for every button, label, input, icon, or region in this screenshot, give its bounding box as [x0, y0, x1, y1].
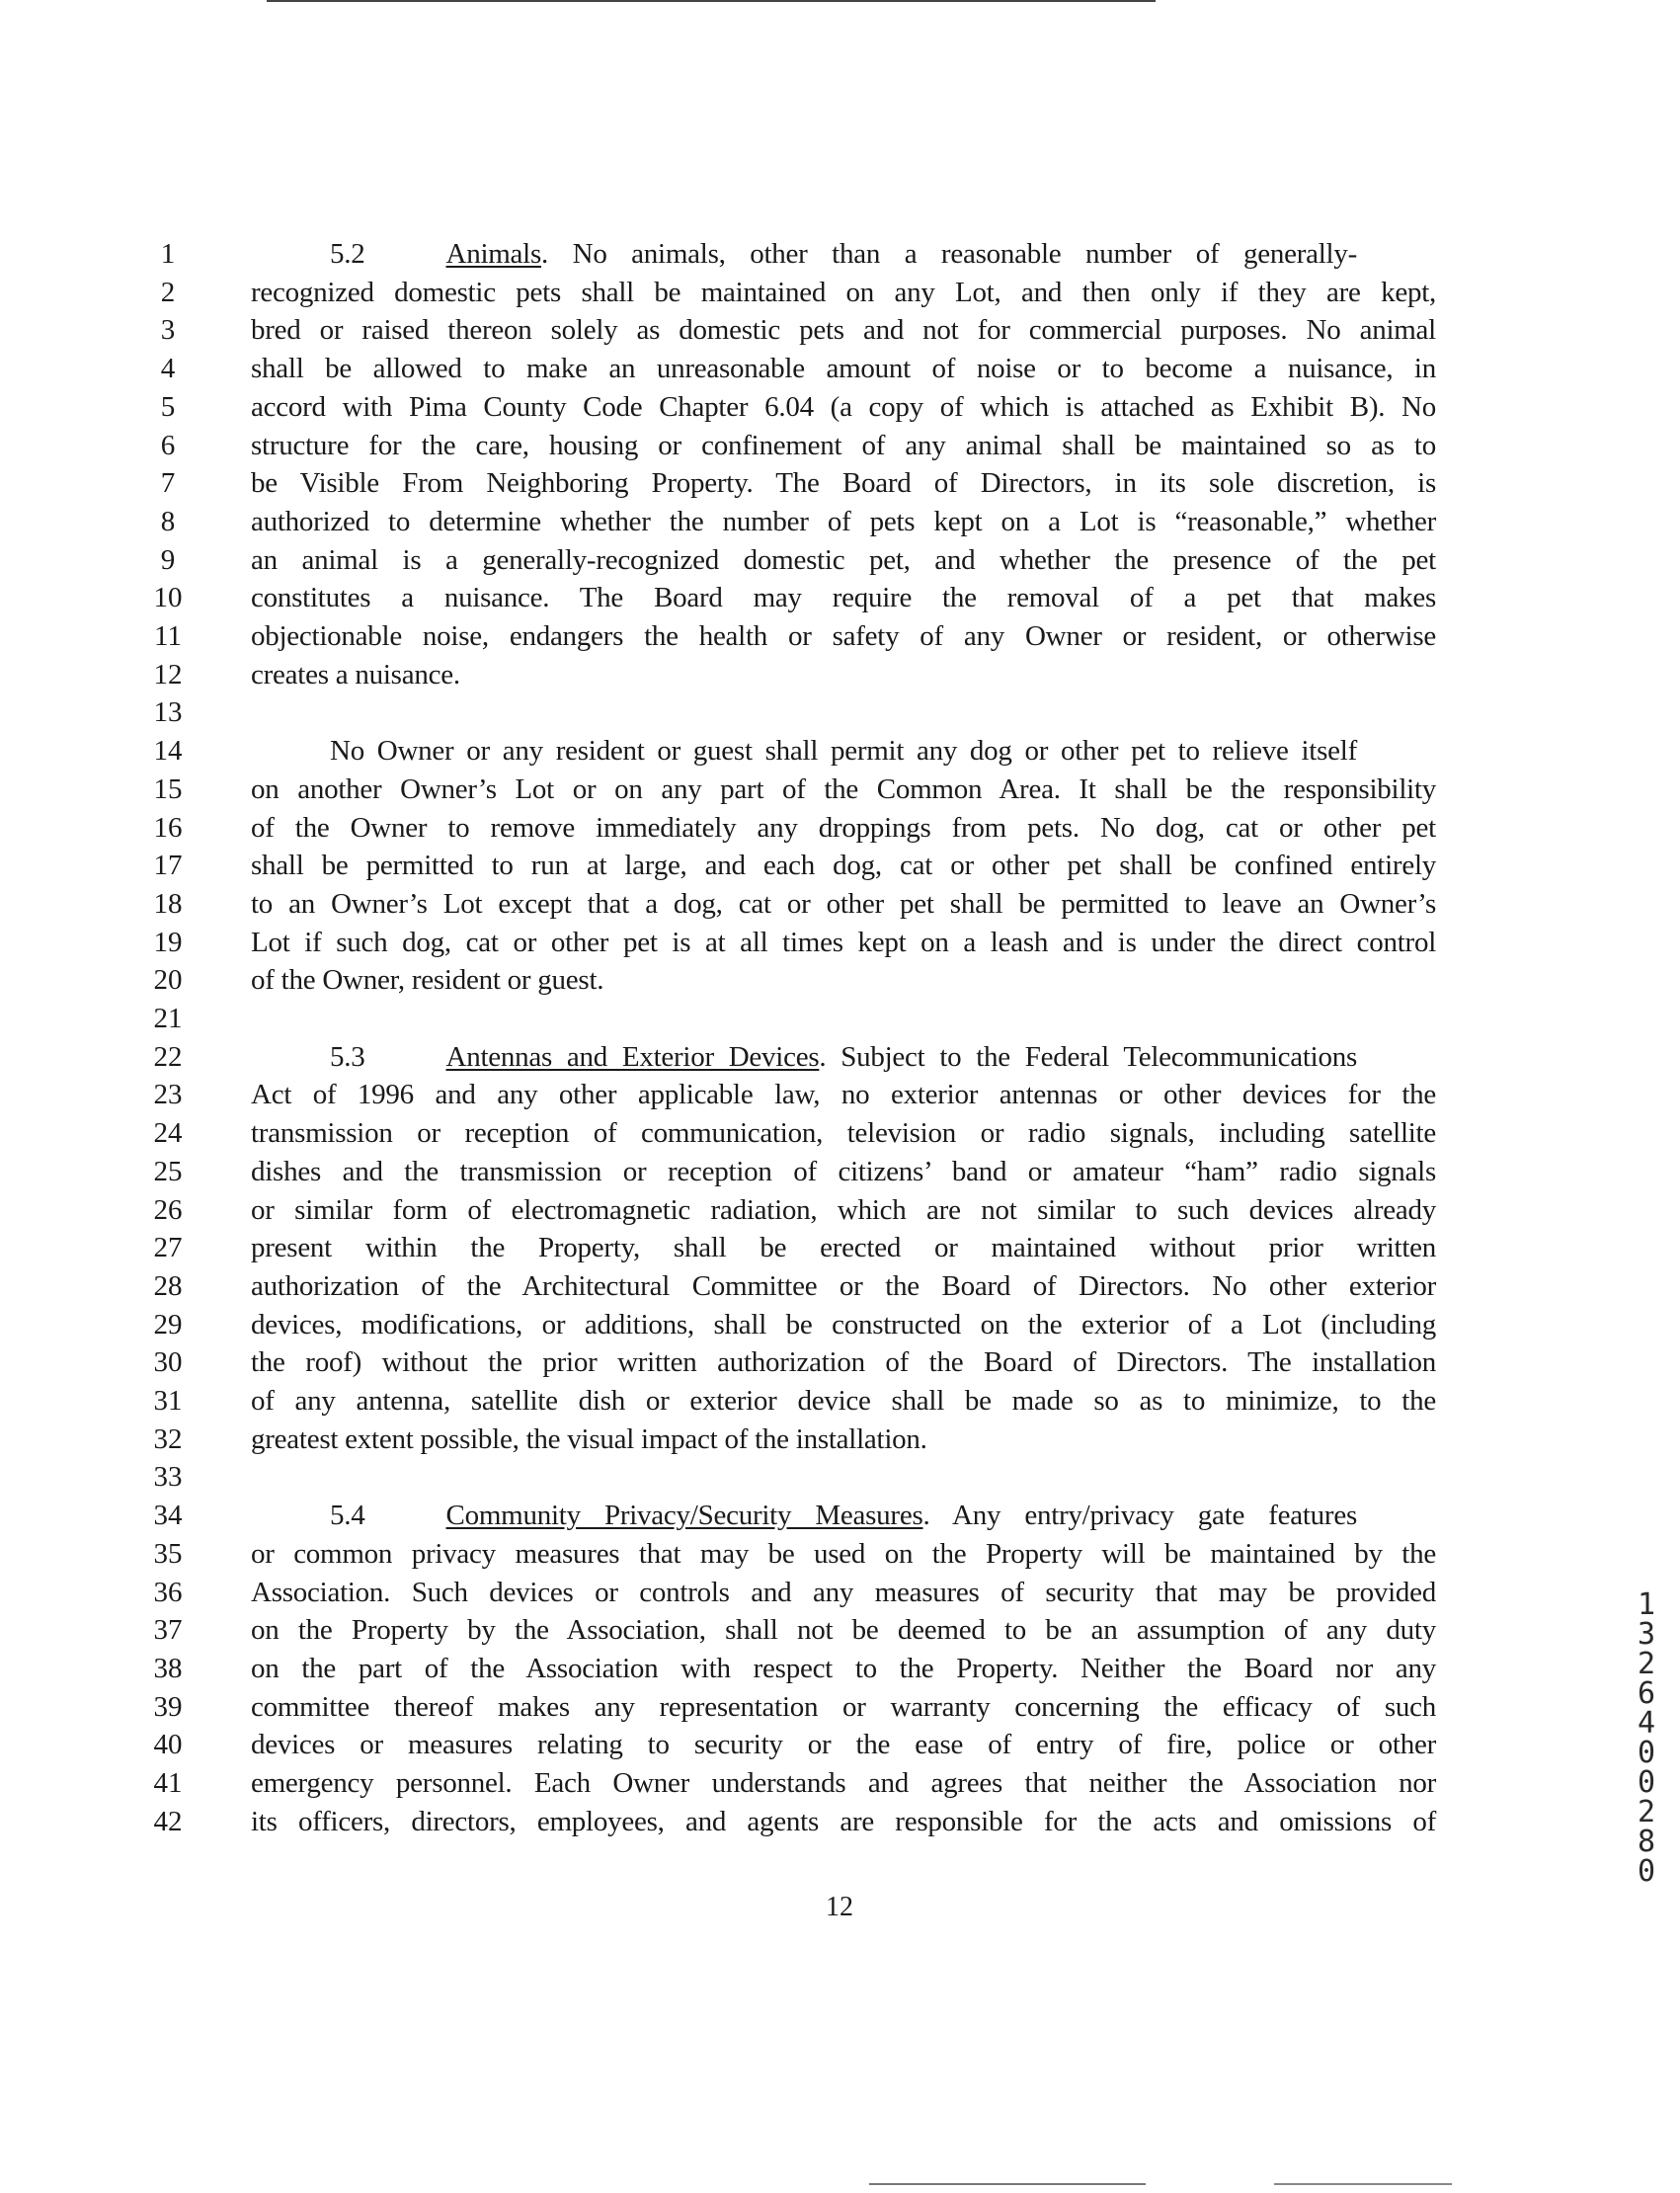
line-number: 21 — [153, 1003, 183, 1034]
text-run: greatest extent possible, the visual impact of the installation. — [251, 1422, 927, 1455]
document-line — [0, 771, 1680, 808]
line-text — [251, 961, 1436, 999]
line-number: 25 — [153, 1155, 183, 1187]
scan-edge-bottom — [869, 2183, 1146, 2185]
text-run: constitutes a nuisance. The Board may require the removal of a pet that makes — [251, 582, 1436, 614]
line-text — [251, 1574, 1436, 1611]
text-run: Act of 1996 and any other applicable law, no exterior antennas or other devices for the — [251, 1079, 1436, 1111]
line-text — [251, 1688, 1436, 1726]
line-text — [251, 350, 1436, 387]
scan-edge-bottom — [1274, 2183, 1452, 2185]
line-text — [251, 1497, 1357, 1534]
document-line — [0, 1688, 1680, 1726]
text-run: 5.4 — [330, 1500, 365, 1532]
line-number: 9 — [160, 543, 176, 576]
text-run: its officers, directors, employees, and agents are responsible for the acts and omissions of — [251, 1805, 1436, 1837]
line-text — [251, 617, 1436, 655]
text-run: emergency personnel. Each Owner understands and agrees that neither the Association nor — [251, 1767, 1436, 1799]
line-text — [251, 1343, 1436, 1381]
text-run: or similar form of electromagnetic radiation, which are not similar to such devices already — [251, 1193, 1436, 1226]
text-run: committee thereof makes any representation or warranty concerning the efficacy of such — [251, 1690, 1436, 1723]
text-run: objectionable noise, endangers the health or safety of any Owner or resident, or otherwise — [251, 620, 1436, 652]
line-number: 27 — [153, 1232, 183, 1264]
text-run: dishes and the transmission or reception of citizens’ band or amateur “ham” radio signals — [251, 1155, 1436, 1187]
text-run: Lot if such dog, cat or other pet is at all times kept on a leash and is under the direct control — [251, 926, 1436, 958]
line-text — [251, 579, 1436, 616]
line-text — [251, 732, 1357, 770]
line-text — [251, 464, 1436, 502]
document-line — [0, 1803, 1680, 1840]
document-line — [0, 1726, 1680, 1763]
line-number: 11 — [154, 620, 182, 652]
section-heading: Antennas and Exterior Devices — [445, 1040, 820, 1073]
line-number: 34 — [153, 1500, 183, 1532]
section-heading: Community Privacy/Security Measures — [445, 1500, 923, 1532]
document-line — [0, 1650, 1680, 1687]
document-line — [0, 274, 1680, 311]
document-line — [0, 427, 1680, 464]
line-number: 42 — [153, 1805, 183, 1837]
line-number: 5 — [160, 390, 176, 423]
document-line — [0, 1038, 1680, 1076]
line-number: 31 — [153, 1385, 183, 1417]
line-text — [251, 847, 1436, 884]
line-text — [251, 541, 1436, 579]
line-number: 3 — [160, 314, 176, 347]
line-text — [251, 1611, 1436, 1649]
text-run: . No animals, other than a reasonable number of generally- — [541, 238, 1357, 270]
document-line — [0, 656, 1680, 693]
text-run: structure for the care, housing or confinement of any animal shall be maintained so as to — [251, 429, 1436, 461]
section-heading: Animals — [445, 238, 542, 270]
line-number: 22 — [153, 1040, 183, 1073]
text-run: or common privacy measures that may be used on the Property will be maintained by the — [251, 1537, 1436, 1570]
document-line — [0, 1611, 1680, 1649]
line-number: 14 — [153, 735, 183, 768]
document-line — [0, 579, 1680, 616]
text-run: No Owner or any resident or guest shall permit any dog or other pet to relieve itself — [330, 735, 1357, 768]
document-line — [0, 1000, 1680, 1037]
line-number: 23 — [153, 1079, 183, 1111]
line-number: 12 — [153, 658, 183, 690]
line-text — [251, 1726, 1436, 1763]
line-number: 2 — [160, 276, 176, 308]
document-line — [0, 1343, 1680, 1381]
recording-stamp: 13264 00280 — [1637, 1587, 1656, 1889]
line-text — [251, 1803, 1436, 1840]
line-number: 39 — [153, 1690, 183, 1723]
line-number: 15 — [153, 772, 183, 805]
document-line — [0, 1267, 1680, 1305]
line-text — [251, 1038, 1357, 1076]
line-text — [251, 1535, 1436, 1573]
line-number: 7 — [160, 467, 176, 500]
line-number: 20 — [153, 964, 183, 997]
text-run: of the Owner, resident or guest. — [251, 964, 604, 997]
text-run: be Visible From Neighboring Property. The Board of Directors, in its sole discretion, is — [251, 467, 1436, 500]
document-line — [0, 1764, 1680, 1802]
line-number: 38 — [153, 1652, 183, 1684]
line-number: 10 — [153, 582, 183, 614]
text-run: authorized to determine whether the number of pets kept on a Lot is “reasonable,” whether — [251, 505, 1436, 537]
line-text — [251, 1267, 1436, 1305]
line-number: 24 — [153, 1117, 183, 1150]
line-number: 8 — [160, 505, 176, 537]
document-line — [0, 1076, 1680, 1113]
line-text — [251, 1306, 1436, 1343]
line-number: 35 — [153, 1537, 183, 1570]
scan-edge-top — [267, 0, 1156, 2]
line-text — [251, 1229, 1436, 1266]
line-text — [251, 388, 1436, 426]
text-run: . Subject to the Federal Telecommunications — [819, 1040, 1357, 1073]
text-run: the roof) without the prior written authorization of the Board of Directors. The installation — [251, 1346, 1436, 1379]
line-number: 6 — [160, 429, 176, 461]
text-run: accord with Pima County Code Chapter 6.04 (a copy of which is attached as Exhibit B). No — [251, 390, 1436, 423]
line-text — [251, 1153, 1436, 1190]
text-run: of any antenna, satellite dish or exterior device shall be made so as to minimize, to the — [251, 1385, 1436, 1417]
document-line — [0, 464, 1680, 502]
line-text — [251, 656, 1436, 693]
line-number: 30 — [153, 1346, 183, 1379]
line-number: 4 — [160, 353, 176, 385]
line-number: 19 — [153, 926, 183, 958]
document-line — [0, 1497, 1680, 1534]
text-run: to an Owner’s Lot except that a dog, cat or other pet shall be permitted to leave an Owner’s — [251, 887, 1436, 920]
line-number: 32 — [153, 1422, 183, 1455]
document-line — [0, 388, 1680, 426]
line-text — [251, 771, 1436, 808]
document-line — [0, 1535, 1680, 1573]
line-number: 36 — [153, 1576, 183, 1608]
document-line — [0, 503, 1680, 540]
text-run: . Any entry/privacy gate features — [922, 1500, 1357, 1532]
document-line — [0, 1229, 1680, 1266]
document-line — [0, 311, 1680, 349]
line-number: 26 — [153, 1193, 183, 1226]
line-number: 41 — [153, 1767, 183, 1799]
document-line — [0, 885, 1680, 923]
line-text — [251, 1421, 1436, 1458]
line-number: 29 — [153, 1308, 183, 1340]
text-run: transmission or reception of communication, television or radio signals, including satellite — [251, 1117, 1436, 1150]
line-number: 18 — [153, 887, 183, 920]
document-line — [0, 235, 1680, 273]
document-line — [0, 1191, 1680, 1229]
text-run: on the part of the Association with respect to the Property. Neither the Board nor any — [251, 1652, 1436, 1684]
line-text — [251, 235, 1357, 273]
line-number: 13 — [153, 696, 183, 729]
line-text — [251, 1650, 1436, 1687]
line-text — [251, 1114, 1436, 1152]
text-run: authorization of the Architectural Committee or the Board of Directors. No other exterior — [251, 1269, 1436, 1302]
text-run: recognized domestic pets shall be maintained on any Lot, and then only if they are kept, — [251, 276, 1436, 308]
line-number: 1 — [160, 238, 176, 270]
document-line — [0, 1458, 1680, 1496]
document-line — [0, 617, 1680, 655]
text-run: bred or raised thereon solely as domestic pets and not for commercial purposes. No animal — [251, 314, 1436, 347]
document-line — [0, 541, 1680, 579]
text-run: 5.3 — [330, 1040, 365, 1073]
document-line — [0, 924, 1680, 961]
line-number: 33 — [153, 1461, 183, 1494]
document-line — [0, 732, 1680, 770]
line-text — [251, 1764, 1436, 1802]
line-number: 28 — [153, 1269, 183, 1302]
text-run: devices, modifications, or additions, shall be constructed on the exterior of a Lot (including — [251, 1308, 1436, 1340]
document-line — [0, 809, 1680, 847]
text-run: Association. Such devices or controls and any measures of security that may be provided — [251, 1576, 1436, 1608]
line-text — [251, 1191, 1436, 1229]
line-text — [251, 809, 1436, 847]
text-run: devices or measures relating to security or the ease of entry of fire, police or other — [251, 1729, 1436, 1761]
line-number: 16 — [153, 811, 183, 844]
document-line — [0, 961, 1680, 999]
document-line — [0, 350, 1680, 387]
text-run: shall be permitted to run at large, and each dog, cat or other pet shall be confined entirely — [251, 850, 1436, 882]
line-text — [251, 427, 1436, 464]
text-run: of the Owner to remove immediately any droppings from pets. No dog, cat or other pet — [251, 811, 1436, 844]
document-line — [0, 1114, 1680, 1152]
line-number: 40 — [153, 1729, 183, 1761]
text-run: creates a nuisance. — [251, 658, 460, 690]
document-line — [0, 693, 1680, 731]
line-text — [251, 924, 1436, 961]
text-run: on another Owner’s Lot or on any part of the Common Area. It shall be the responsibility — [251, 772, 1436, 805]
document-line — [0, 1382, 1680, 1420]
text-run: an animal is a generally-recognized domestic pet, and whether the presence of the pet — [251, 543, 1436, 576]
line-text — [251, 885, 1436, 923]
text-run: on the Property by the Association, shall not be deemed to be an assumption of any duty — [251, 1614, 1436, 1647]
line-text — [251, 503, 1436, 540]
line-text — [251, 1076, 1436, 1113]
document-line — [0, 847, 1680, 884]
text-run: 5.2 — [330, 238, 365, 270]
document-line — [0, 1306, 1680, 1343]
document-line — [0, 1153, 1680, 1190]
document-line — [0, 1421, 1680, 1458]
text-run: present within the Property, shall be erected or maintained without prior written — [251, 1232, 1436, 1264]
line-text — [251, 274, 1436, 311]
page-number: 12 — [826, 1892, 853, 1922]
document-line — [0, 1574, 1680, 1611]
line-text — [251, 1382, 1436, 1420]
line-number: 17 — [153, 850, 183, 882]
text-run: shall be allowed to make an unreasonable amount of noise or to become a nuisance, in — [251, 353, 1436, 385]
line-text — [251, 311, 1436, 349]
line-number: 37 — [153, 1614, 183, 1647]
